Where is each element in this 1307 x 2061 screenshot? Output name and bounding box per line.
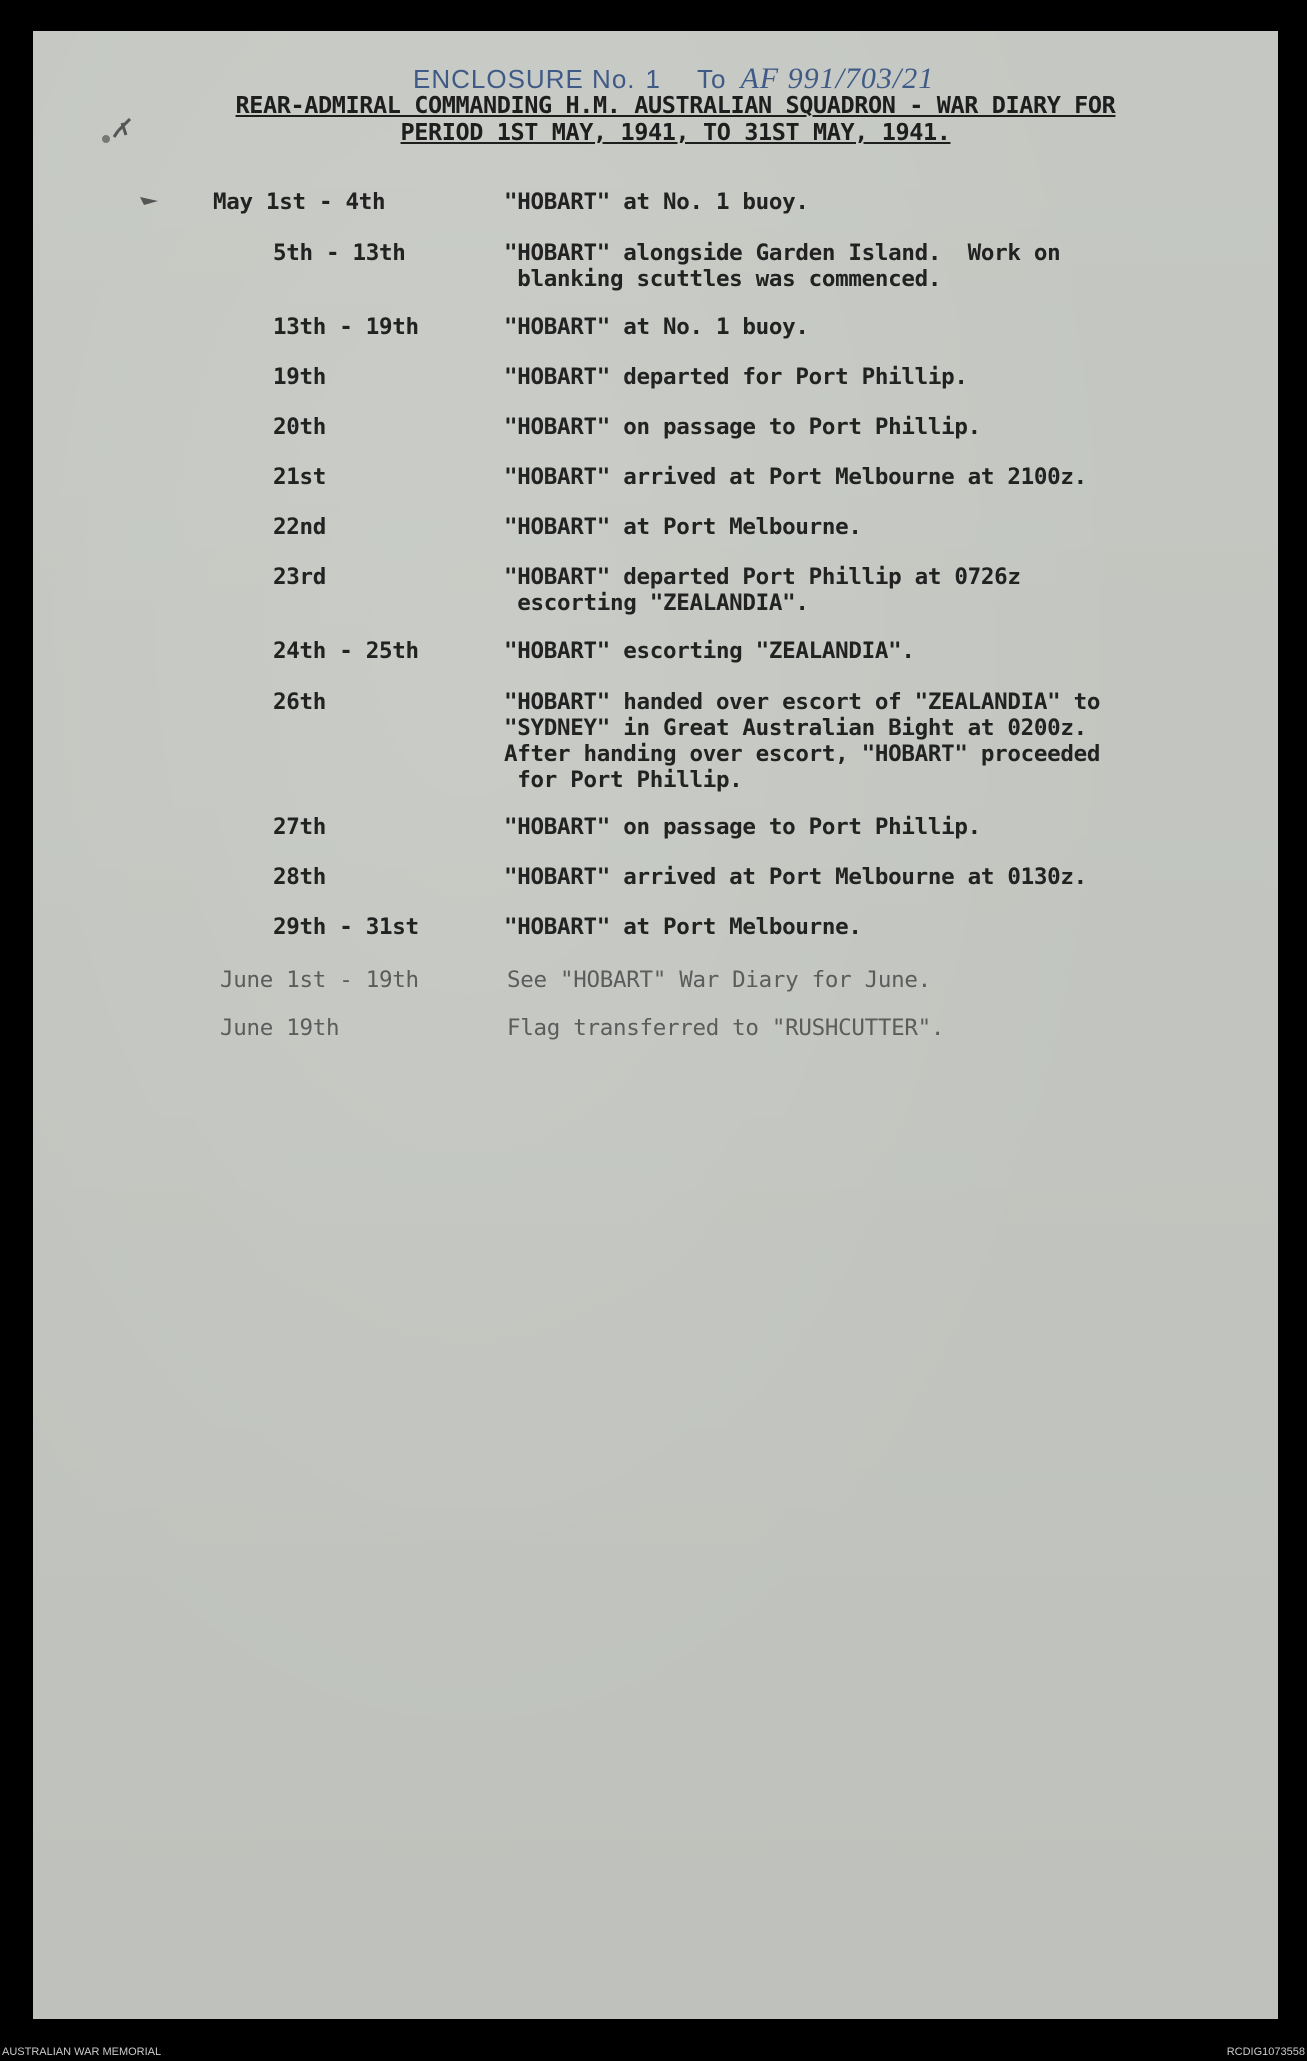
entry-date-23: 23rd bbox=[273, 564, 326, 590]
enclosure-label: ENCLOSURE No. bbox=[413, 64, 636, 94]
entry-text-24-25: "HOBART" escorting "ZEALANDIA". bbox=[504, 638, 915, 664]
entry-text-26: "HOBART" handed over escort of "ZEALANDIA" to "SYDNEY" in Great Australian Bight at 0200z. After handing over escort, "HOBART" proceeded for Port Phillip. bbox=[504, 689, 1101, 793]
entry-text-may-1-4: "HOBART" at No. 1 buoy. bbox=[504, 189, 809, 215]
entry-text-19: "HOBART" departed for Port Phillip. bbox=[504, 364, 968, 390]
entry-date-22: 22nd bbox=[273, 514, 326, 540]
entry-date-june-19: June 19th bbox=[220, 1015, 340, 1041]
entry-text-20: "HOBART" on passage to Port Phillip. bbox=[504, 414, 981, 440]
entry-text-28: "HOBART" arrived at Port Melbourne at 0130z. bbox=[504, 864, 1087, 890]
enclosure-number: 1 bbox=[645, 64, 661, 94]
entry-date-26: 26th bbox=[273, 689, 326, 715]
entry-date-24-25: 24th - 25th bbox=[273, 638, 419, 664]
entry-date-29-31: 29th - 31st bbox=[273, 914, 419, 940]
pencil-marks-icon bbox=[78, 101, 168, 221]
entry-text-5-13: "HOBART" alongside Garden Island. Work on blanking scuttles was commenced. bbox=[504, 240, 1061, 292]
enclosure-reference: AF 991/703/21 bbox=[740, 62, 935, 95]
entry-date-28: 28th bbox=[273, 864, 326, 890]
entry-date-27: 27th bbox=[273, 814, 326, 840]
entry-text-27: "HOBART" on passage to Port Phillip. bbox=[504, 814, 981, 840]
footer-record-id: RCDIG1073558 bbox=[1226, 2046, 1305, 2058]
entry-text-23: "HOBART" departed Port Phillip at 0726z escorting "ZEALANDIA". bbox=[504, 564, 1021, 616]
diary-heading-line-2: PERIOD 1ST MAY, 1941, TO 31ST MAY, 1941. bbox=[400, 118, 951, 146]
enclosure-to: To bbox=[696, 64, 727, 94]
document-page bbox=[33, 31, 1278, 2019]
entry-text-22: "HOBART" at Port Melbourne. bbox=[504, 514, 862, 540]
entry-date-june-1-19: June 1st - 19th bbox=[220, 967, 419, 993]
entry-text-13-19: "HOBART" at No. 1 buoy. bbox=[504, 314, 809, 340]
entry-date-21: 21st bbox=[273, 464, 326, 490]
entry-date-19: 19th bbox=[273, 364, 326, 390]
entry-date-20: 20th bbox=[273, 414, 326, 440]
entry-date-may-1-4: May 1st - 4th bbox=[213, 189, 386, 215]
entry-text-june-19: Flag transferred to "RUSHCUTTER". bbox=[507, 1015, 945, 1041]
diary-heading-line-1: REAR-ADMIRAL COMMANDING H.M. AUSTRALIAN SQUADRON - WAR DIARY FOR bbox=[235, 91, 1116, 119]
footer-archive-name: AUSTRALIAN WAR MEMORIAL bbox=[2, 2046, 162, 2058]
entry-text-june-1-19: See "HOBART" War Diary for June. bbox=[507, 967, 931, 993]
entry-text-21: "HOBART" arrived at Port Melbourne at 2100z. bbox=[504, 464, 1087, 490]
entry-date-5-13: 5th - 13th bbox=[273, 240, 406, 266]
entry-date-13-19: 13th - 19th bbox=[273, 314, 419, 340]
entry-text-29-31: "HOBART" at Port Melbourne. bbox=[504, 914, 862, 940]
